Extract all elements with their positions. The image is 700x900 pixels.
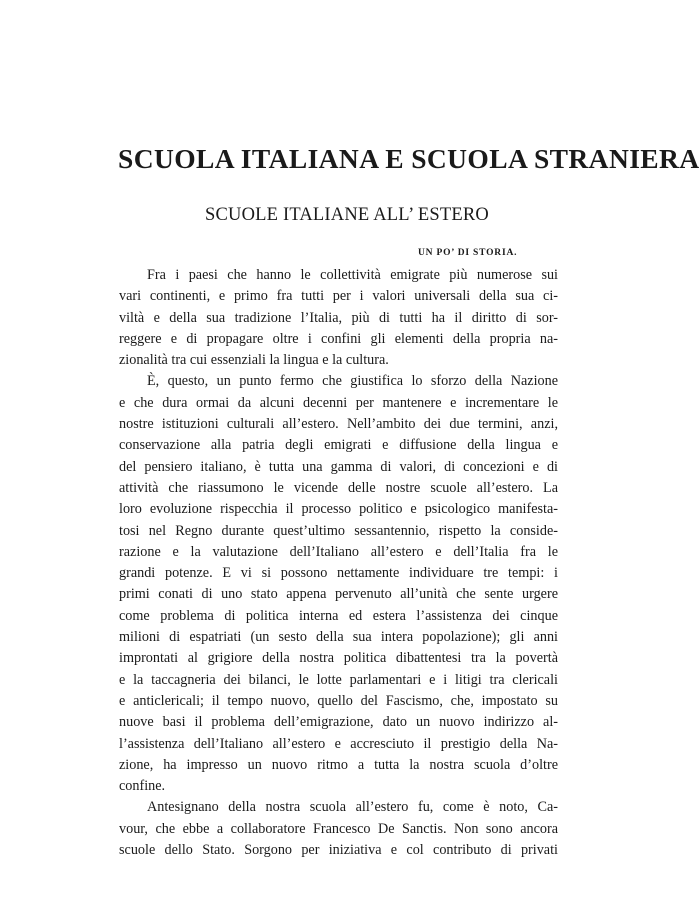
text-line: nostre istituzioni culturali all’estero. Nell’ambito dei due termini, anzi,: [119, 416, 558, 433]
text-line: attività che riassumono le vicende delle nostre scuole all’estero. La: [119, 479, 558, 496]
text-line: nuove basi il problema dell’emigrazione, dato un nuovo indirizzo al-: [119, 714, 558, 731]
text-line: viltà e della sua tradizione l’Italia, più di tutti ha il diritto di sor-: [119, 309, 558, 326]
text-line: vari continenti, e primo fra tutti per i valori universali della sua ci-: [119, 288, 558, 305]
text-line: razione e la valutazione dell’Italiano all’estero e dell’Italia fra le: [119, 543, 558, 560]
text-line: come problema di politica interna ed estera l’assistenza dei cinque: [119, 607, 558, 624]
text-line: e anticlericali; il tempo nuovo, quello del Fascismo, che, impostato su: [119, 692, 558, 709]
text-line: grandi potenze. E vi si possono nettamente individuare tre tempi: i: [119, 565, 558, 582]
sub-heading: UN PO’ DI STORIA.: [418, 248, 518, 258]
text-line: Fra i paesi che hanno le collettività emigrate più numerose sui: [147, 267, 558, 283]
text-line: È, questo, un punto fermo che giustifica lo sforzo della Nazione: [147, 373, 558, 390]
text-line: conservazione alla patria degli emigrati e diffusione della lingua e: [119, 437, 558, 454]
text-line: loro evoluzione rispecchia il processo politico e psicologico manifesta-: [119, 501, 558, 518]
text-line: Antesignano della nostra scuola all’estero fu, come è noto, Ca-: [147, 799, 558, 816]
text-line: reggere e di propagare oltre i confini gli elementi della propria na-: [119, 330, 558, 347]
text-line: e la taccagneria dei bilanci, le lotte parlamentari e i litigi tra clericali: [119, 671, 558, 688]
text-line: vour, che ebbe a collaboratore Francesco De Sanctis. Non sono ancora: [119, 820, 558, 837]
main-title: SCUOLA ITALIANA E SCUOLA STRANIERA: [118, 143, 700, 174]
text-line: scuole dello Stato. Sorgono per iniziativa e col contributo di privati: [119, 842, 558, 859]
text-line: e che dura ormai da alcuni decenni per mantenere e incrementare le: [119, 394, 558, 411]
text-line: tosi nel Regno durante quest’ultimo sessantennio, rispetto la conside-: [119, 522, 558, 539]
text-line: milioni di espatriati (un sesto della sua intera popolazione); gli anni: [119, 629, 558, 646]
text-line: improntati al grigiore della nostra politica dibattentesi tra la povertà: [119, 650, 558, 667]
text-line: confine.: [119, 778, 166, 795]
text-line: del pensiero italiano, è tutta una gamma di valori, di concezioni e di: [119, 458, 558, 475]
section-title: SCUOLE ITALIANE ALL’ ESTERO: [205, 205, 489, 225]
text-line: l’assistenza dell’Italiano all’estero e accresciuto il prestigio della Na-: [119, 735, 558, 752]
body-text: [119, 265, 558, 861]
text-line: primi conati di uno stato appena pervenuto all’unità che sente urgere: [119, 586, 558, 603]
text-line: zionalità tra cui essenziali la lingua e la cultura.: [119, 352, 389, 369]
text-line: zione, ha impresso un nuovo ritmo a tutta la nostra scuola d’oltre: [119, 756, 558, 773]
